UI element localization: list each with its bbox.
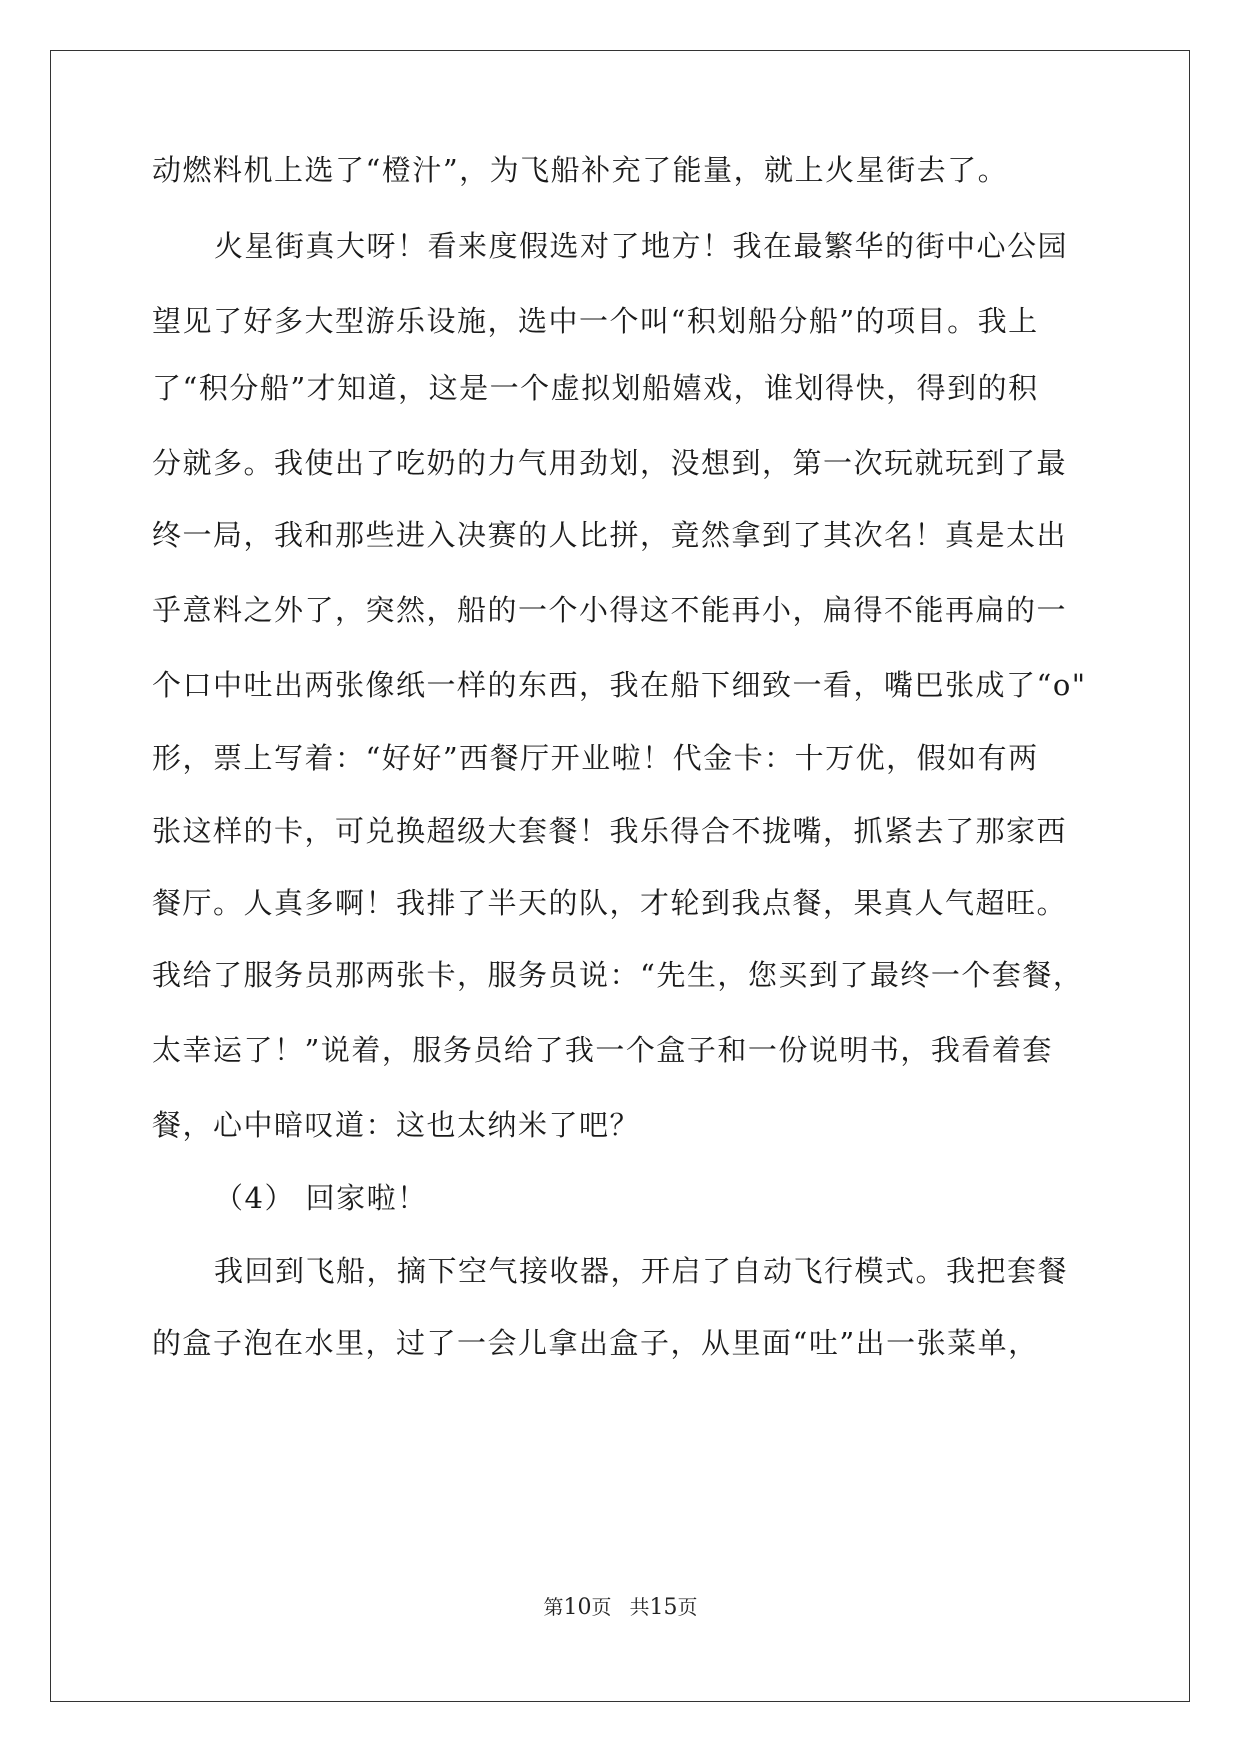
text-line: 形，票上写着：“好好”西餐厅开业啦！代金卡：十万优，假如有两 (152, 741, 1039, 775)
text-line: 分就多。我使出了吃奶的力气用劲划，没想到，第一次玩就玩到了最 (152, 446, 1068, 480)
footer-prefix: 第 (543, 1595, 564, 1619)
paragraph-start: 火星街真大呀！看来度假选对了地方！我在最繁华的街中心公园 (214, 229, 1069, 263)
page-footer (0, 1595, 1241, 1620)
footer-total-suffix: 页 (677, 1595, 698, 1619)
text-line: 乎意料之外了，突然，船的一个小得这不能再小，扁得不能再扁的一 (152, 593, 1068, 627)
section-heading: （4） 回家啦！ (214, 1181, 428, 1215)
text-line: 餐厅。人真多啊！我排了半天的队，才轮到我点餐，果真人气超旺。 (152, 886, 1068, 920)
footer-page-suffix: 页 (591, 1595, 612, 1619)
text-line: 了“积分船”才知道，这是一个虚拟划船嬉戏，谁划得快，得到的积 (152, 371, 1039, 405)
text-line: 我给了服务员那两张卡，服务员说：“先生，您买到了最终一个套餐， (152, 958, 1084, 992)
paragraph-start: 我回到飞船，摘下空气接收器，开启了自动飞行模式。我把套餐 (214, 1254, 1069, 1288)
page-border (50, 50, 1190, 1702)
text-line: 终一局，我和那些进入决赛的人比拼，竟然拿到了其次名！真是太出 (152, 518, 1068, 552)
current-page-number: 10 (563, 1595, 592, 1620)
text-line: 动燃料机上选了“橙汁”，为飞船补充了能量，就上火星街去了。 (152, 153, 1009, 187)
total-page-number: 15 (649, 1595, 678, 1620)
text-line: 张这样的卡，可兑换超级大套餐！我乐得合不拢嘴，抓紧去了那家西 (152, 814, 1068, 848)
text-line: 餐，心中暗叹道：这也太纳米了吧？ (152, 1108, 641, 1142)
text-line: 个口中吐出两张像纸一样的东西，我在船下细致一看，嘴巴张成了“o" (152, 668, 1087, 702)
text-line: 的盒子泡在水里，过了一会儿拿出盒子，从里面“吐”出一张菜单， (152, 1326, 1039, 1360)
footer-total-prefix: 共 (629, 1595, 650, 1619)
text-line: 望见了好多大型游乐设施，选中一个叫“积划船分船”的项目。我上 (152, 304, 1039, 338)
text-line: 太幸运了！”说着，服务员给了我一个盒子和一份说明书，我看着套 (152, 1033, 1053, 1067)
